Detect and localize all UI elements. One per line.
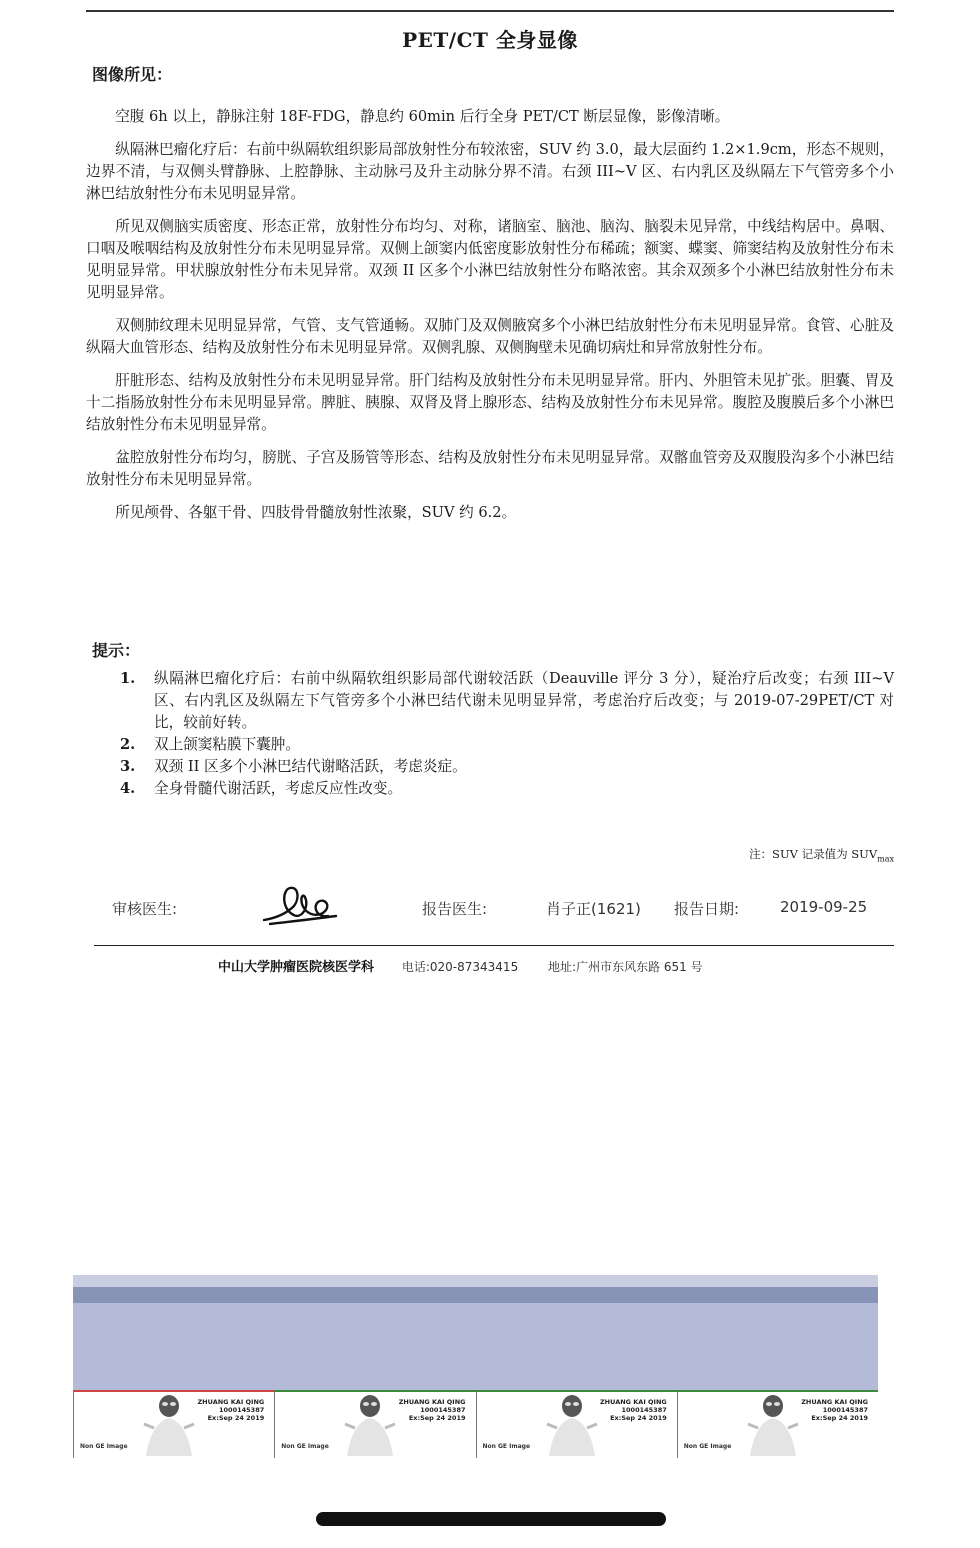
pet-thumbnail[interactable] xyxy=(274,1390,475,1458)
footer-org: 中山大学肿瘤医院核医学科 xyxy=(218,960,375,975)
hint-number: 1. xyxy=(120,670,136,687)
thumbnail-row xyxy=(73,1390,878,1458)
report-date: 2019-09-25 xyxy=(780,898,868,916)
report-date-label: 报告日期: xyxy=(674,900,740,918)
hint-text: 双颈 II 区多个小淋巴结代谢略活跃，考虑炎症。 xyxy=(154,758,467,775)
thumbnail-meta xyxy=(399,1398,466,1422)
hint-item xyxy=(120,756,894,778)
pet-thumbnail[interactable] xyxy=(476,1390,677,1458)
reviewer-label: 审核医生: xyxy=(112,900,178,918)
home-indicator[interactable] xyxy=(316,1512,666,1526)
patient-id: 1000145387 xyxy=(219,1406,265,1414)
findings-paragraph: 盆腔放射性分布均匀，膀胱、子宫及肠管等形态、结构及放射性分布未见明显异常。双髂血管旁及双腹股沟多个小淋巴结放射性分布未见明显异常。 xyxy=(86,449,894,488)
image-viewer-strip xyxy=(73,1275,878,1458)
patient-id: 1000145387 xyxy=(420,1406,466,1414)
findings-paragraph: 双侧肺纹理未见明显异常，气管、支气管通畅。双肺门及双侧腋窝多个小淋巴结放射性分布未见明显异常。食管、心脏及纵隔大血管形态、结构及放射性分布未见明显异常。双侧乳腺、双侧胸壁未见确切病灶和异常放射性分布。 xyxy=(86,317,894,356)
suv-note-subscript: max xyxy=(877,854,894,864)
findings-paragraph: 纵隔淋巴瘤化疗后：右前中纵隔软组织影局部放射性分布较浓密，SUV 约 3.0，最大层面约 1.2×1.9cm，形态不规则，边界不清，与双侧头臂静脉、上腔静脉、主动脉弓及升主动脉分界不清。右颈 III~V 区、右内乳区及纵隔左下气管旁多个小淋巴结放射性分布未见明显异常。 xyxy=(86,141,894,202)
hint-text: 全身骨髓代谢活跃，考虑反应性改变。 xyxy=(154,780,403,797)
suv-note-text: 注：SUV 记录值为 SUV xyxy=(749,847,878,861)
viewer-toolbar xyxy=(73,1287,878,1303)
hints-heading: 提示： xyxy=(92,641,141,660)
hints-list xyxy=(120,668,894,800)
findings-paragraph: 肝脏形态、结构及放射性分布未见明显异常。肝门结构及放射性分布未见明显异常。肝内、外胆管未见扩张。胆囊、胃及十二指肠放射性分布未见明显异常。脾脏、胰腺、双肾及肾上腺形态、结构及放射性分布未见异常。腹腔及腹膜后多个小淋巴结放射性分布未见明显异常。 xyxy=(86,372,894,433)
patient-id: 1000145387 xyxy=(621,1406,667,1414)
findings-paragraph: 所见双侧脑实质密度、形态正常，放射性分布均匀、对称，诸脑室、脑池、脑沟、脑裂未见异常，中线结构居中。鼻咽、口咽及喉咽结构及放射性分布未见明显异常。双侧上颌窦内低密度影放射性分布稀疏；额窦、蝶窦、筛窦结构及放射性分布未见明显异常。甲状腺放射性分布未见异常。双颈 II 区多个小淋巴结放射性分布略浓密。其余双颈多个小淋巴结放射性分布未见明显异常。 xyxy=(86,218,894,301)
exam-date: Ex:Sep 24 2019 xyxy=(610,1414,667,1422)
exam-date: Ex:Sep 24 2019 xyxy=(408,1414,466,1422)
page-title: PET/CT 全身显像 xyxy=(402,28,578,52)
footer xyxy=(218,956,703,975)
image-tag: Non GE Image xyxy=(281,1443,329,1450)
image-tag: Non GE Image xyxy=(482,1443,531,1450)
suv-note xyxy=(749,846,894,863)
patient-id: 1000145387 xyxy=(822,1406,868,1414)
patient-name: ZHUANG KAI QING xyxy=(398,1398,466,1406)
footer-address: 地址:广州市东风东路 651 号 xyxy=(548,960,703,974)
footer-phone: 电话:020-87343415 xyxy=(401,960,519,974)
footer-rule xyxy=(94,945,894,946)
thumbnail-meta xyxy=(197,1398,264,1422)
thumbnail-meta xyxy=(801,1398,868,1422)
signature-row xyxy=(86,880,894,930)
exam-date: Ex:Sep 24 2019 xyxy=(811,1414,868,1422)
hint-item xyxy=(120,778,894,800)
viewer-header-bar xyxy=(73,1275,878,1287)
reporter-name: 肖子正(1621) xyxy=(546,900,641,918)
hint-number: 2. xyxy=(120,736,136,753)
patient-name: ZHUANG KAI QING xyxy=(197,1398,265,1406)
pet-thumbnail[interactable] xyxy=(677,1390,878,1458)
findings-paragraph: 所见颅骨、各躯干骨、四肢骨骨髓放射性浓聚，SUV 约 6.2。 xyxy=(115,504,517,521)
patient-name: ZHUANG KAI QING xyxy=(801,1398,868,1406)
findings-paragraph: 空腹 6h 以上，静脉注射 18F-FDG，静息约 60min 后行全身 PET/CT 断层显像，影像清晰。 xyxy=(115,108,730,125)
hint-number: 4. xyxy=(120,780,136,797)
signature-scribble-icon xyxy=(256,880,346,928)
thumbnail-meta xyxy=(600,1398,667,1422)
hint-text: 纵隔淋巴瘤化疗后：右前中纵隔软组织影局部代谢较活跃（Deauville 评分 3 分），疑治疗后改变；右颈 III~V 区、右内乳区及纵隔左下气管旁多个小淋巴结代谢未见明显异常，考虑治疗后改变；与 2019-07-29PET/CT 对比，较前好转。 xyxy=(154,670,894,731)
exam-date: Ex:Sep 24 2019 xyxy=(207,1414,265,1422)
findings-heading: 图像所见： xyxy=(92,65,173,84)
patient-name: ZHUANG KAI QING xyxy=(599,1398,667,1406)
hint-item xyxy=(120,734,894,756)
top-rule xyxy=(86,10,894,12)
image-tag: Non GE Image xyxy=(80,1443,128,1450)
findings-body xyxy=(86,106,894,535)
reporter-label: 报告医生: xyxy=(422,900,488,918)
pet-thumbnail[interactable] xyxy=(73,1390,274,1458)
hint-item xyxy=(120,668,894,734)
hint-text: 双上颌窦粘膜下囊肿。 xyxy=(154,736,300,753)
image-tag: Non GE Image xyxy=(683,1443,732,1450)
hint-number: 3. xyxy=(120,758,136,775)
